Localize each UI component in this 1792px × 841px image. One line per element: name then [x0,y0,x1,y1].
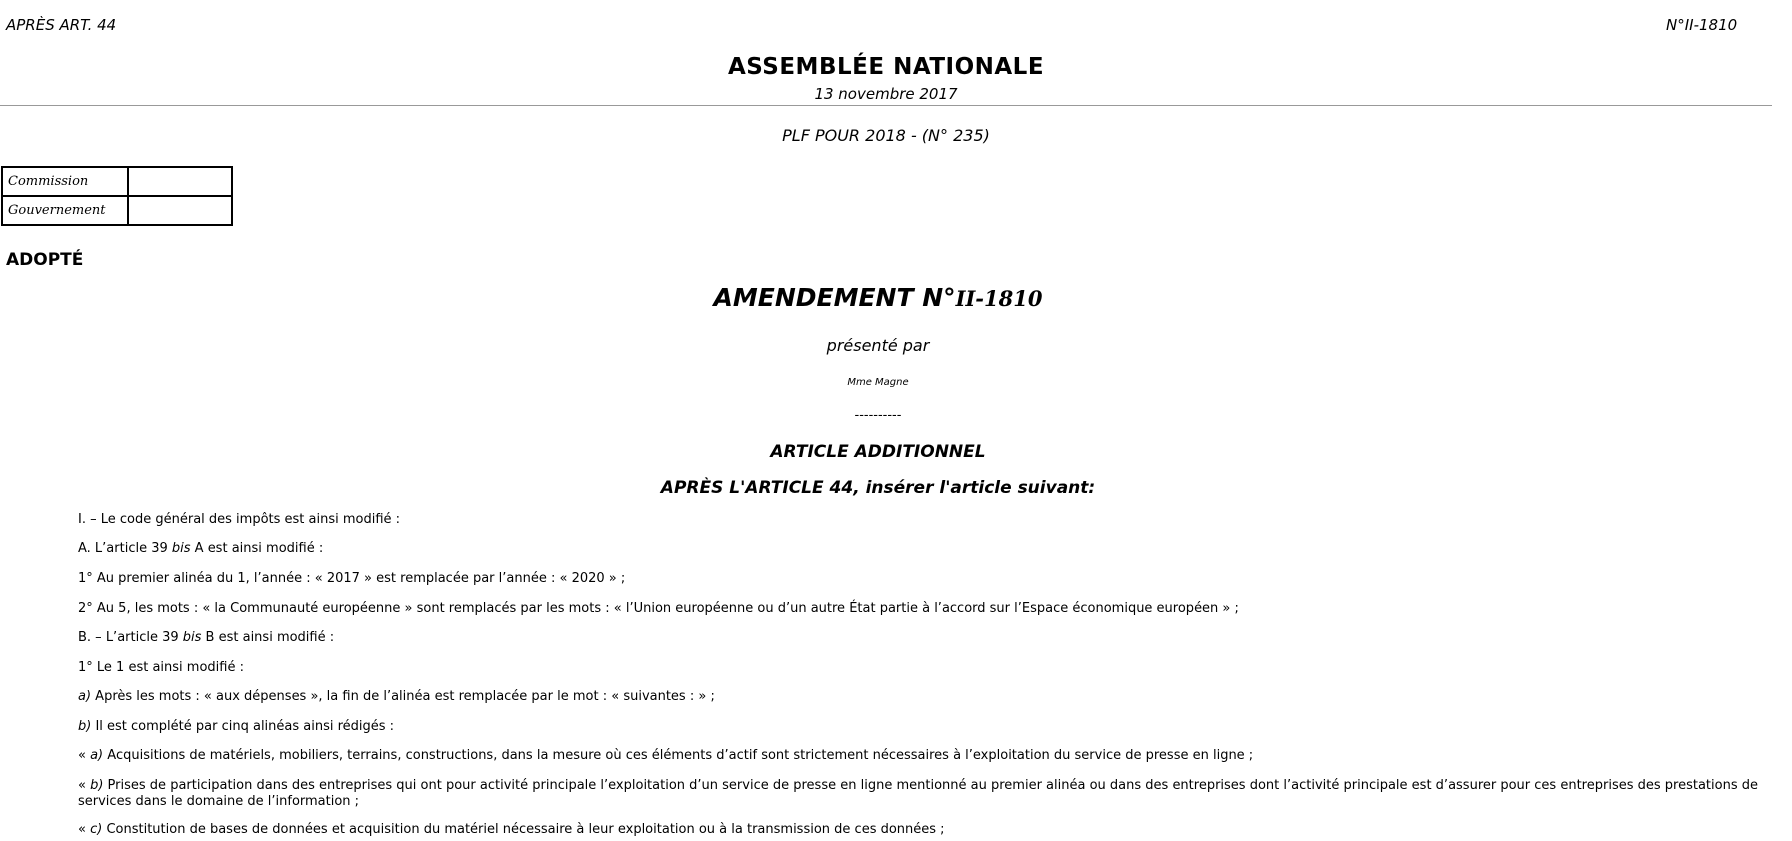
paragraph-10 [78,778,1758,810]
paragraph-10-italic: b) [90,778,104,793]
article-additional-heading: ARTICLE ADDITIONNEL [770,442,986,462]
paragraph-9-quote: « [78,748,91,763]
vote-row-commission [2,167,232,196]
header-divider [0,105,1772,106]
paragraph-7 [78,689,1758,705]
paragraph-10-quote: « [78,778,91,793]
paragraph-11-text: Constitution de bases de données et acquisition du matériel nécessaire à leur exploitation ou à la transmission de ces données ; [102,822,945,837]
article-position: APRÈS ART. 44 [6,16,117,34]
separator: ---------- [854,408,902,423]
paragraph-7-italic: a) [78,689,92,704]
paragraph-8-italic: b) [78,719,92,734]
paragraph-2-italic: bis [171,541,191,556]
amendment-title [0,283,1756,312]
paragraph-7-text: Après les mots : « aux dépenses », la fin de l’alinéa est remplacée par le mot : « suivantes : » ; [91,689,715,704]
article-insertion-heading: APRÈS L'ARTICLE 44, insérer l'article suivant: [660,478,1096,498]
paragraph-2-text-a: A. L’article 39 [78,541,172,556]
amendment-title-number: II-1810 [955,286,1043,311]
paragraph-11-italic: c) [90,822,103,837]
paragraph-10-text: Prises de participation dans des entreprises qui ont pour activité principale l’exploitation d’un service de presse en ligne mentionné au premier alinéa ou dans des entreprises dont l’activité principale est d’assurer pour ces entreprises des prestations de services dans le domaine de l’information ; [78,778,1758,809]
paragraph-2 [78,541,1758,557]
paragraph-8-text: Il est complété par cinq alinéas ainsi rédigés : [91,719,395,734]
paragraph-4: 2° Au 5, les mots : « la Communauté européenne » sont remplacés par les mots : « l’Union européenne ou d’un autre État partie à l’accord sur l’Espace économique européen » ; [78,601,1239,616]
paragraph-9-italic: a) [90,748,104,763]
vote-label-government: Gouvernement [2,196,128,225]
adoption-status: ADOPTÉ [6,250,84,270]
vote-value-government [128,196,232,225]
vote-table [1,166,233,226]
document-date: 13 novembre 2017 [814,85,958,103]
paragraph-2-text-b: A est ainsi modifié : [190,541,324,556]
paragraph-9-text: Acquisitions de matériels, mobiliers, terrains, constructions, dans la mesure où ces éléments d’actif sont strictement nécessaires à l’exploitation du service de presse en ligne ; [103,748,1254,763]
author-name: Mme Magne [847,377,909,388]
paragraph-8 [78,719,1758,735]
paragraph-6: 1° Le 1 est ainsi modifié : [78,660,244,675]
vote-label-commission: Commission [2,167,128,196]
presented-by: présenté par [826,336,930,355]
paragraph-11-quote: « [78,822,91,837]
paragraph-11 [78,822,1758,838]
amendment-number-header: N°II-1810 [1666,16,1738,34]
vote-value-commission [128,167,232,196]
assembly-title: ASSEMBLÉE NATIONALE [727,54,1045,80]
paragraph-5-text-a: B. – L’article 39 [78,630,183,645]
paragraph-5-italic: bis [182,630,202,645]
paragraph-5 [78,630,1758,646]
paragraph-3: 1° Au premier alinéa du 1, l’année : « 2017 » est remplacée par l’année : « 2020 » ; [78,571,626,586]
paragraph-9 [78,748,1758,764]
paragraph-1: I. – Le code général des impôts est ainsi modifié : [78,512,401,527]
paragraph-5-text-b: B est ainsi modifié : [201,630,335,645]
bill-reference: PLF POUR 2018 - (N° 235) [782,126,990,145]
amendment-title-prefix: AMENDEMENT N° [713,283,956,312]
vote-row-government [2,196,232,225]
